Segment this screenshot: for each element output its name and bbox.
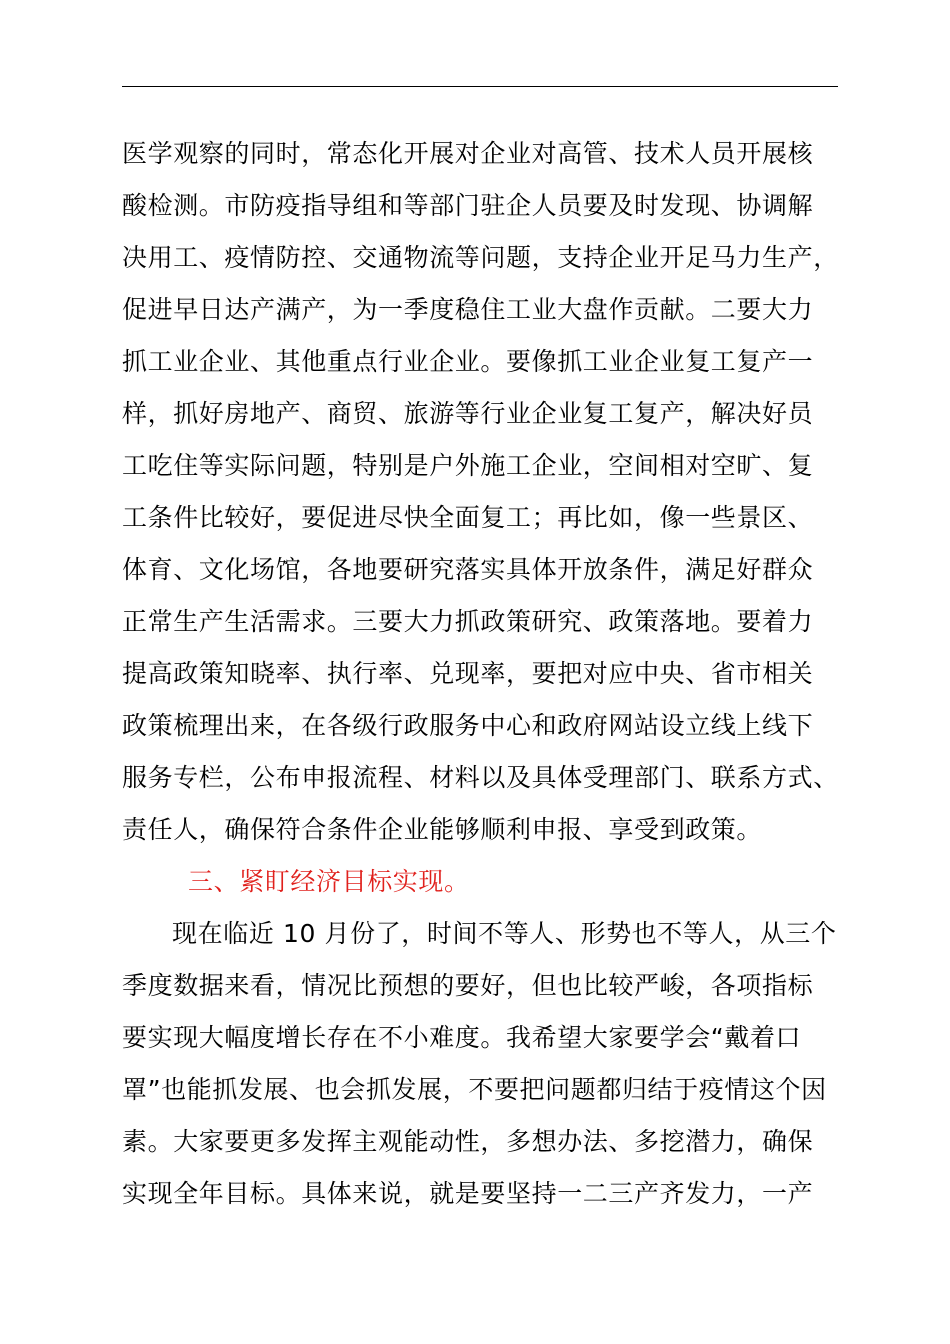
text-line: 抓工业企业、其他重点行业企业。要像抓工业企业复工复产一 — [122, 347, 814, 376]
text-line: 素。大家要更多发挥主观能动性，多想办法、多挖潜力，确保 — [122, 1127, 814, 1156]
text-line: 要实现大幅度增长存在不小难度。我希望大家要学会“戴着口 — [122, 1023, 802, 1052]
text-line: 样，抓好房地产、商贸、旅游等行业企业复工复产，解决好员 — [122, 399, 814, 428]
text-line: 服务专栏，公布申报流程、材料以及具体受理部门、联系方式、 — [122, 763, 839, 792]
text-line: 促进早日达产满产，为一季度稳住工业大盘作贡献。二要大力 — [122, 295, 814, 324]
text-line: 工吃住等实际问题，特别是户外施工企业，空间相对空旷、复 — [122, 451, 814, 480]
text-line: 现在临近 10 月份了，时间不等人、形势也不等人，从三个 — [172, 919, 837, 948]
text-line: 正常生产生活需求。三要大力抓政策研究、政策落地。要着力 — [122, 607, 814, 636]
text-line: 工条件比较好，要促进尽快全面复工；再比如，像一些景区、 — [122, 503, 814, 532]
text-line: 提高政策知晓率、执行率、兑现率，要把对应中央、省市相关 — [122, 659, 814, 688]
text-line: 实现全年目标。具体来说，就是要坚持一二三产齐发力，一产 — [122, 1179, 814, 1208]
text-line: 酸检测。市防疫指导组和等部门驻企人员要及时发现、协调解 — [122, 191, 814, 220]
text-line: 医学观察的同时，常态化开展对企业对高管、技术人员开展核 — [122, 139, 814, 168]
text-line: 责任人，确保符合条件企业能够顺利申报、享受到政策。 — [122, 815, 763, 844]
text-line: 罩”也能抓发展、也会抓发展，不要把问题都归结于疫情这个因 — [122, 1075, 827, 1104]
text-line: 季度数据来看，情况比预想的要好，但也比较严峻，各项指标 — [122, 971, 814, 1000]
section-heading: 三、紧盯经济目标实现。 — [188, 867, 470, 896]
header-rule — [122, 86, 838, 87]
text-line: 政策梳理出来，在各级行政服务中心和政府网站设立线上线下 — [122, 711, 814, 740]
document-body — [122, 128, 862, 1220]
text-line: 体育、文化场馆，各地要研究落实具体开放条件，满足好群众 — [122, 555, 814, 584]
text-line: 决用工、疫情防控、交通物流等问题，支持企业开足马力生产， — [122, 243, 839, 272]
